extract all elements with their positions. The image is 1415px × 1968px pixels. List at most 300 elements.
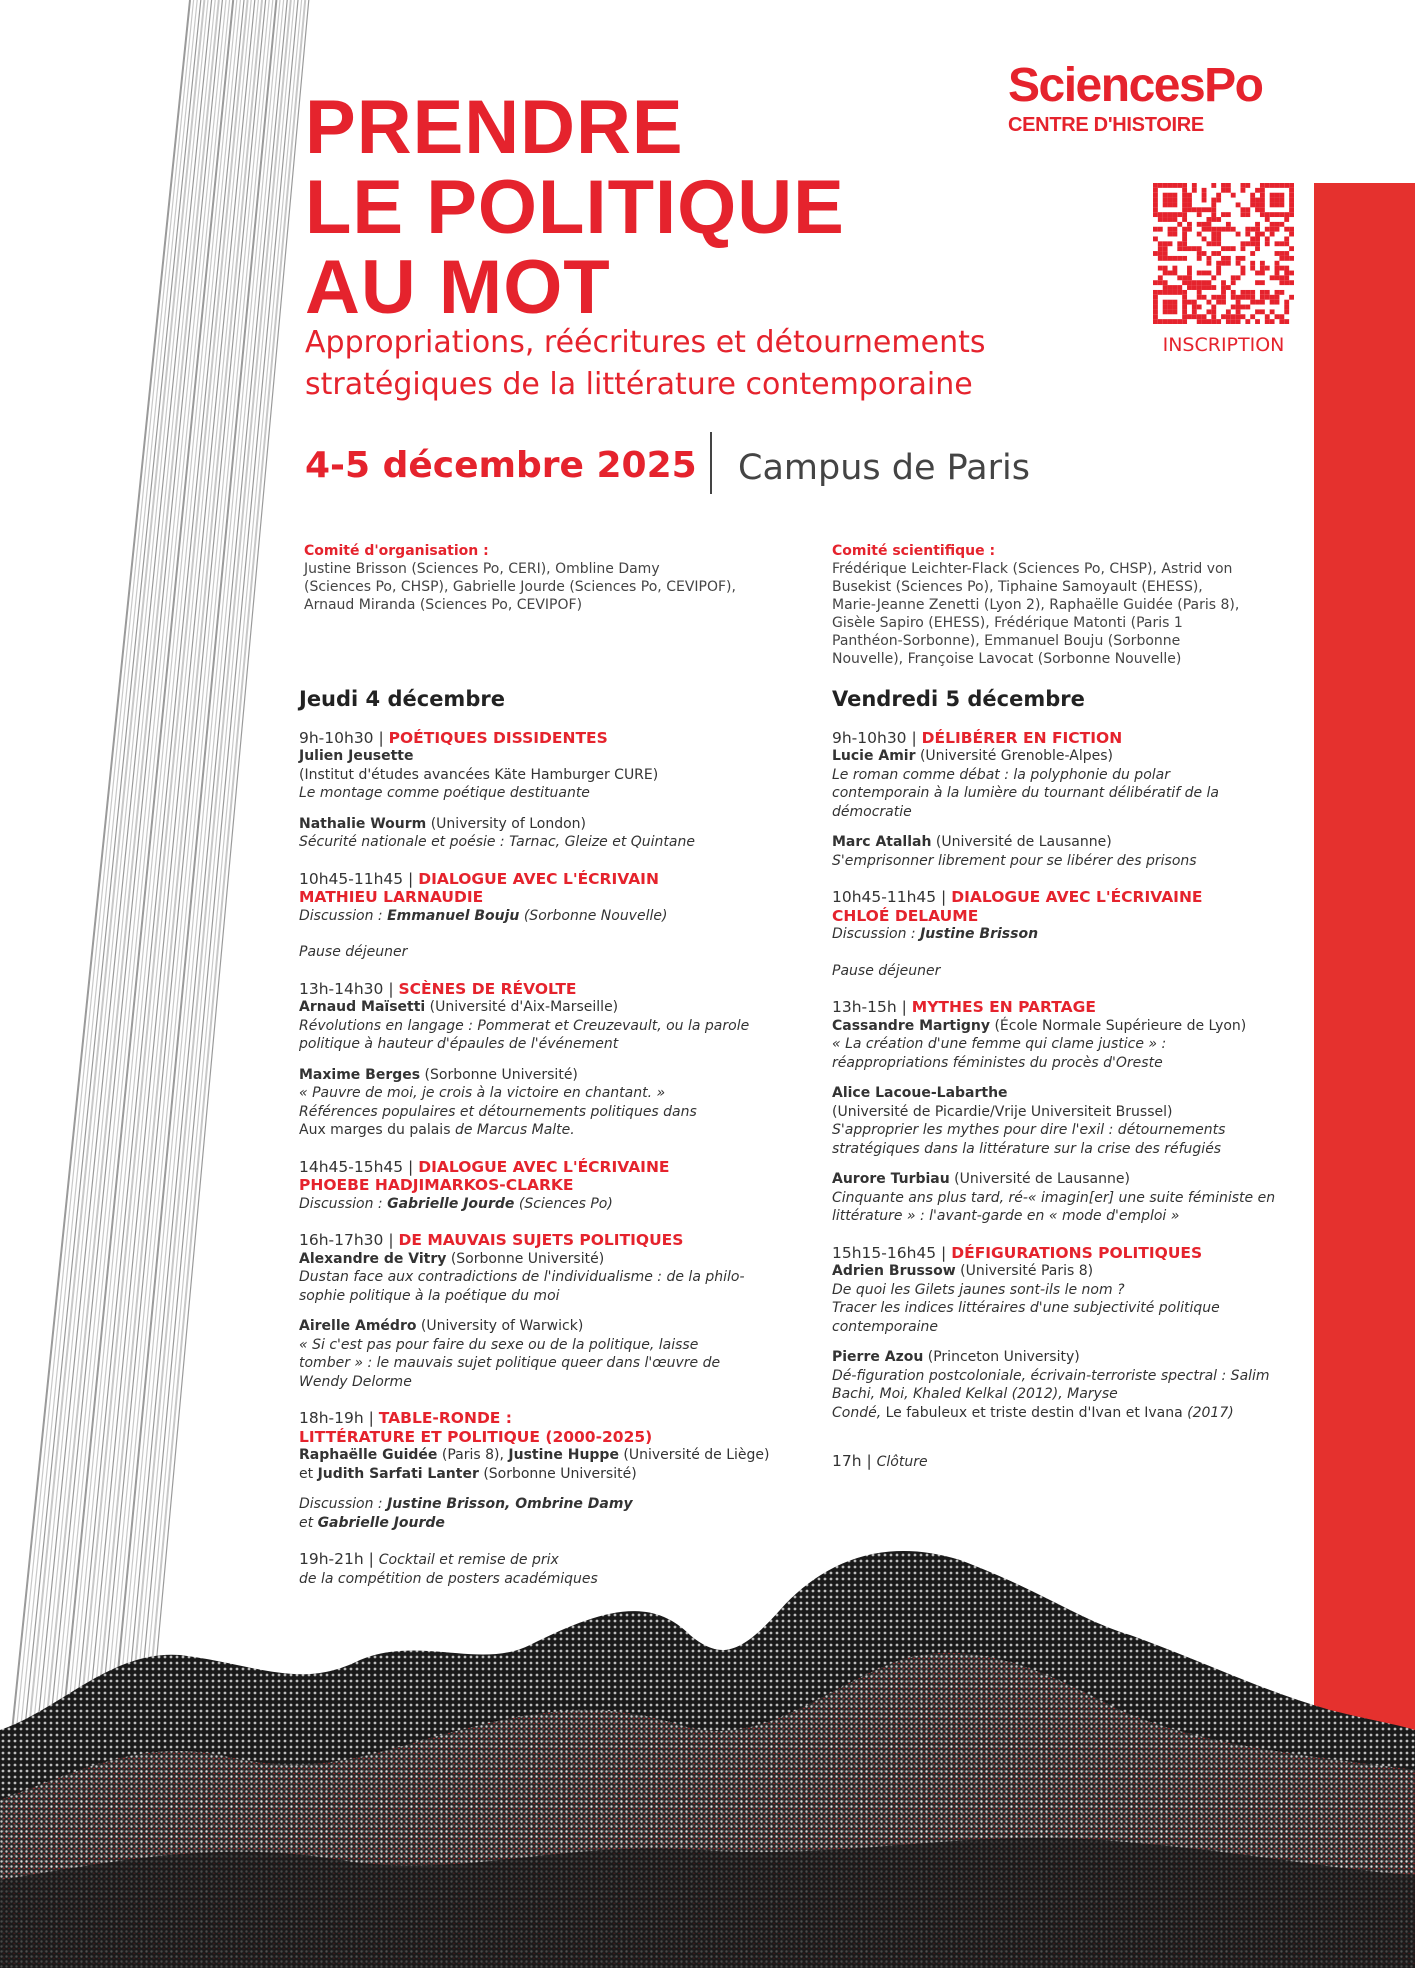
qr-module [1206, 319, 1211, 324]
session-title: DÉFIGURATIONS POLITIQUES [951, 1243, 1203, 1262]
qr-module [1231, 305, 1236, 310]
qr-module [1211, 305, 1216, 310]
qr-module [1265, 241, 1270, 246]
qr-module [1168, 232, 1173, 237]
qr-module [1279, 202, 1284, 207]
qr-module [1289, 256, 1294, 261]
qr-module [1153, 280, 1158, 285]
day2-heading: Vendredi 5 décembre [832, 687, 1085, 711]
session-title-2: LITTÉRATURE ET POLITIQUE (2000-2025) [299, 1427, 653, 1446]
qr-module [1221, 290, 1226, 295]
qr-module [1275, 300, 1280, 305]
qr-module [1187, 198, 1192, 203]
qr-module [1221, 227, 1226, 232]
qr-module [1265, 183, 1270, 188]
qr-module [1206, 241, 1211, 246]
qr-module [1216, 232, 1221, 237]
qr-module [1275, 275, 1280, 280]
qr-module [1284, 280, 1289, 285]
session-time: 13h-15h | [832, 998, 907, 1016]
qr-module [1241, 295, 1246, 300]
qr-module [1158, 183, 1163, 188]
qr-module [1192, 246, 1197, 251]
event-date: 4-5 décembre 2025 [305, 445, 697, 486]
qr-module [1241, 246, 1246, 251]
qr-module [1289, 246, 1294, 251]
decorative-lines [0, 0, 310, 1800]
talk-title: Dé-figuration postcoloniale, écrivain-terroriste spectral : Salim [832, 1367, 1270, 1384]
qr-module [1202, 271, 1207, 276]
qr-module [1241, 212, 1246, 217]
qr-module [1163, 280, 1168, 285]
sci-line: Panthéon-Sorbonne), Emmanuel Bouju (Sorbonne [832, 633, 1181, 649]
qr-module [1197, 295, 1202, 300]
talk-title: Dustan face aux contradictions de l'individualisme : de la philo- [299, 1269, 745, 1285]
qr-module [1163, 256, 1168, 261]
qr-module [1289, 295, 1294, 300]
qr-module [1177, 212, 1182, 217]
speaker-name: Maxime Berges [299, 1066, 421, 1083]
qr-module [1211, 275, 1216, 280]
qr-module [1202, 198, 1207, 203]
qr-module [1265, 236, 1270, 241]
qr-module [1172, 198, 1177, 203]
qr-module [1284, 241, 1289, 246]
speaker-affiliation: (École Normale Supérieure de Lyon) [994, 1017, 1247, 1034]
qr-module [1168, 300, 1173, 305]
qr-module [1275, 251, 1280, 256]
qr-module [1192, 207, 1197, 212]
qr-module [1275, 241, 1280, 246]
decorative-line [86, 0, 259, 1790]
qr-module [1275, 212, 1280, 217]
qr-module [1260, 280, 1265, 285]
speaker-affiliation: (Université de Lausanne) [935, 834, 1112, 850]
qr-module [1255, 319, 1260, 324]
discussant: Gabrielle Jourde [387, 1195, 515, 1212]
speaker-name: Lucie Amir [832, 748, 916, 764]
session [299, 1409, 799, 1532]
qr-module [1158, 212, 1163, 217]
qr-module [1241, 188, 1246, 193]
qr-module [1182, 236, 1187, 241]
qr-module [1168, 217, 1173, 222]
speaker-name: Airelle Amédro [299, 1318, 417, 1334]
talk-title: tomber » : le mauvais sujet politique queer dans l'œuvre de [299, 1355, 721, 1371]
qr-module [1241, 305, 1246, 310]
discussant-affiliation: (Sciences Po) [518, 1195, 613, 1212]
qr-module [1153, 314, 1158, 319]
qr-module [1211, 232, 1216, 237]
speaker-affiliation: (Université de Lausanne) [954, 1171, 1130, 1187]
day1-program [299, 687, 799, 1606]
qr-module [1275, 198, 1280, 203]
qr-module [1241, 241, 1246, 246]
session-time: 16h-17h30 | [299, 1231, 394, 1249]
qr-module [1172, 232, 1177, 237]
speaker-affiliation: (Université Grenoble-Alpes) [919, 748, 1114, 764]
qr-module [1158, 227, 1163, 232]
qr-module [1187, 300, 1192, 305]
qr-module [1182, 183, 1187, 188]
speaker-name: Raphaëlle Guidée [299, 1447, 438, 1463]
qr-module [1236, 202, 1241, 207]
talk-title: Sécurité nationale et poésie : Tarnac, Gleize et Quintane [299, 834, 695, 850]
qr-module [1182, 207, 1187, 212]
qr-module [1153, 188, 1158, 193]
qr-module [1270, 202, 1275, 207]
qr-module [1221, 280, 1226, 285]
qr-module [1163, 319, 1168, 324]
qr-module [1163, 246, 1168, 251]
qr-module [1168, 285, 1173, 290]
discussion-label: Discussion : [299, 907, 383, 924]
qr-module [1206, 300, 1211, 305]
talk-title: stratégiques dans la littérature sur la crise des réfugiés [832, 1140, 1222, 1157]
qr-module [1206, 280, 1211, 285]
qr-module [1231, 227, 1236, 232]
qr-module [1255, 309, 1260, 314]
day1-heading: Jeudi 4 décembre [299, 687, 505, 711]
qr-module [1182, 198, 1187, 203]
session-title: DIALOGUE AVEC L'ÉCRIVAINE [418, 1157, 670, 1176]
talk-title: Aux marges du palais [299, 1122, 451, 1138]
qr-module [1221, 300, 1226, 305]
qr-module [1197, 305, 1202, 310]
qr-module [1197, 212, 1202, 217]
speaker-affiliation: (Université d'Aix-Marseille) [429, 999, 619, 1015]
qr-module [1163, 198, 1168, 203]
speaker-affiliation: (Université de Liège) [623, 1447, 770, 1463]
qr-module [1192, 314, 1197, 319]
qr-module [1284, 300, 1289, 305]
qr-module [1153, 300, 1158, 305]
qr-module [1289, 232, 1294, 237]
decorative-line [82, 0, 255, 1790]
qr-module [1197, 285, 1202, 290]
qr-module [1168, 183, 1173, 188]
qr-module [1265, 227, 1270, 232]
qr-module [1158, 251, 1163, 256]
talk-title: sophie politique à la poétique du moi [299, 1287, 560, 1304]
talk-title: Tracer les indices littéraires d'une subjectivité politique [832, 1300, 1220, 1316]
qr-module [1211, 319, 1216, 324]
day2-program [832, 687, 1312, 1490]
qr-module [1153, 309, 1158, 314]
session-title-2: CHLOÉ DELAUME [832, 906, 979, 925]
qr-module [1216, 251, 1221, 256]
qr-module [1163, 309, 1168, 314]
speaker-affiliation: (Institut d'études avancées Käte Hamburger CURE) [299, 766, 659, 783]
qr-module [1163, 290, 1168, 295]
qr-module [1216, 198, 1221, 203]
qr-module [1197, 280, 1202, 285]
qr-module [1153, 183, 1158, 188]
qr-module [1202, 285, 1207, 290]
qr-module [1250, 261, 1255, 266]
qr-module [1168, 290, 1173, 295]
qr-module [1202, 280, 1207, 285]
qr-module [1187, 193, 1192, 198]
talk-title: contemporaine [832, 1318, 939, 1335]
qr-module [1255, 280, 1260, 285]
speaker-affiliation: (University of London) [430, 815, 586, 832]
org-line: Justine Brisson (Sciences Po, CERI), Ombline Damy [304, 561, 660, 577]
session [299, 1158, 799, 1214]
session-title-2: MATHIEU LARNAUDIE [299, 888, 484, 906]
qr-module [1279, 319, 1284, 324]
qr-module [1182, 256, 1187, 261]
speaker-name: Judith Sarfati Lanter [317, 1465, 479, 1482]
event-text: Cocktail et remise de prix [378, 1552, 559, 1568]
qr-module [1289, 227, 1294, 232]
speaker-affiliation: (Princeton University) [927, 1349, 1080, 1365]
qr-module [1182, 241, 1187, 246]
qr-module [1182, 202, 1187, 207]
qr-module [1177, 290, 1182, 295]
session [299, 1231, 799, 1391]
qr-module [1206, 271, 1211, 276]
qr-module [1265, 314, 1270, 319]
qr-module [1270, 183, 1275, 188]
talk-title: De quoi les Gilets jaunes sont-ils le nom ? [832, 1281, 1125, 1298]
event-place: Campus de Paris [738, 448, 1030, 488]
qr-module [1153, 193, 1158, 198]
qr-module [1163, 241, 1168, 246]
session-time: 17h | [832, 1452, 872, 1470]
qr-module [1245, 241, 1250, 246]
qr-module [1216, 319, 1221, 324]
qr-module [1255, 202, 1260, 207]
qr-module [1177, 275, 1182, 280]
qr-module [1265, 319, 1270, 324]
talk-title: « Pauvre de moi, je crois à la victoire en chantant. » [299, 1085, 666, 1101]
qr-module [1279, 266, 1284, 271]
qr-module [1216, 217, 1221, 222]
qr-module [1265, 266, 1270, 271]
qr-module [1236, 305, 1241, 310]
session [299, 1550, 799, 1588]
qr-module [1163, 305, 1168, 310]
talk-title: réappropriations féministes du procès d'Oreste [832, 1054, 1163, 1071]
qr-module [1158, 256, 1163, 261]
qr-module [1279, 222, 1284, 227]
session-title-2: PHOEBE HADJIMARKOS-CLARKE [299, 1176, 574, 1194]
qr-module [1236, 275, 1241, 280]
qr-module [1153, 236, 1158, 241]
qr-module [1255, 188, 1260, 193]
qr-module [1216, 241, 1221, 246]
speaker-affiliation: (Sorbonne Université) [450, 1250, 605, 1267]
qr-module [1284, 212, 1289, 217]
qr-module [1255, 227, 1260, 232]
qr-module [1231, 319, 1236, 324]
qr-module [1250, 300, 1255, 305]
qr-module [1172, 202, 1177, 207]
decorative-line [19, 0, 201, 1790]
qr-module [1279, 198, 1284, 203]
qr-module [1270, 227, 1275, 232]
session [832, 1452, 1312, 1472]
qr-module [1172, 305, 1177, 310]
qr-module [1172, 193, 1177, 198]
qr-module [1192, 183, 1197, 188]
qr-module [1163, 193, 1168, 198]
qr-module [1182, 309, 1187, 314]
qr-module [1197, 271, 1202, 276]
qr-module [1275, 261, 1280, 266]
qr-module [1158, 217, 1163, 222]
qr-module [1197, 246, 1202, 251]
qr-module [1182, 275, 1187, 280]
date-separator [710, 432, 712, 494]
session-time: 15h15-16h45 | [832, 1243, 947, 1262]
sciencespo-logo[interactable] [1008, 59, 1263, 137]
event-text: de la compétition de posters académiques [299, 1570, 598, 1587]
qr-module [1197, 256, 1202, 261]
qr-module [1177, 319, 1182, 324]
qr-module [1250, 314, 1255, 319]
session-time: 13h-14h30 | [299, 979, 394, 998]
qr-module [1206, 222, 1211, 227]
org-line: Arnaud Miranda (Sciences Po, CEVIPOF) [304, 597, 583, 613]
qr-module [1211, 227, 1216, 232]
talk-title: Le fabuleux et triste destin d'Ivan et Ivana [885, 1404, 1183, 1421]
qr-module [1172, 319, 1177, 324]
qr-module [1245, 183, 1250, 188]
qr-module [1236, 232, 1241, 237]
decorative-line [73, 0, 247, 1790]
qr-module [1250, 241, 1255, 246]
qr-module [1241, 207, 1246, 212]
qr-module [1260, 183, 1265, 188]
qr-module [1168, 193, 1173, 198]
qr-module [1168, 271, 1173, 276]
qr-module [1168, 227, 1173, 232]
qr-module [1245, 227, 1250, 232]
qr-module [1221, 246, 1226, 251]
qr-module [1182, 300, 1187, 305]
qr-module [1226, 261, 1231, 266]
qr-module [1231, 246, 1236, 251]
qr-module [1211, 207, 1216, 212]
qr-module [1275, 193, 1280, 198]
session [299, 870, 799, 926]
title-line-2: LE POLITIQUE [305, 165, 845, 250]
title-line-1: PRENDRE [305, 85, 684, 170]
qr-module [1192, 280, 1197, 285]
qr-module [1275, 314, 1280, 319]
qr-module [1172, 300, 1177, 305]
qr-module [1202, 314, 1207, 319]
qr-module [1197, 290, 1202, 295]
qr-module [1279, 212, 1284, 217]
qr-module [1202, 236, 1207, 241]
session-time: 10h45-11h45 | [832, 888, 947, 906]
qr-module [1153, 198, 1158, 203]
qr-module [1168, 241, 1173, 246]
qr-module [1270, 198, 1275, 203]
sci-line: Frédérique Leichter-Flack (Sciences Po, CHSP), Astrid von [832, 561, 1233, 577]
qr-module [1206, 227, 1211, 232]
qr-module [1226, 256, 1231, 261]
qr-module [1279, 241, 1284, 246]
qr-module [1163, 271, 1168, 276]
qr-module [1182, 295, 1187, 300]
qr-module [1241, 271, 1246, 276]
speaker-affiliation: (Sorbonne Université) [424, 1066, 578, 1083]
qr-module [1182, 227, 1187, 232]
speaker-affiliation: (Université de Picardie/Vrije Universiteit Brussel) [832, 1103, 1173, 1120]
qr-module [1187, 246, 1192, 251]
qr-module [1289, 212, 1294, 217]
qr-module [1284, 275, 1289, 280]
qr-module [1206, 207, 1211, 212]
qr-module [1275, 271, 1280, 276]
talk-title: S'approprier les mythes pour dire l'exil : détournements [832, 1122, 1226, 1138]
qr-module [1216, 271, 1221, 276]
qr-module [1260, 309, 1265, 314]
qr-module [1289, 207, 1294, 212]
qr-module [1206, 285, 1211, 290]
qr-module [1226, 188, 1231, 193]
decorative-line [27, 0, 208, 1790]
sci-line: Busekist (Sciences Po), Tiphaine Samoyault (EHESS), [832, 579, 1203, 595]
qr-module [1226, 246, 1231, 251]
qr-module [1202, 295, 1207, 300]
qr-module [1192, 309, 1197, 314]
qr-module [1236, 319, 1241, 324]
qr-module [1241, 314, 1246, 319]
qr-module [1211, 198, 1216, 203]
qr-module [1211, 212, 1216, 217]
qr-module [1216, 227, 1221, 232]
qr-module [1182, 246, 1187, 251]
qr-module [1168, 319, 1173, 324]
qr-module [1177, 183, 1182, 188]
org-line: (Sciences Po, CHSP), Gabrielle Jourde (Sciences Po, CEVIPOF), [304, 579, 736, 595]
session-time: 10h45-11h45 | [299, 869, 414, 888]
qr-module [1216, 266, 1221, 271]
inscription-label[interactable]: INSCRIPTION [1162, 334, 1285, 356]
session-title: MYTHES EN PARTAGE [911, 998, 1096, 1016]
talk-title: (2017) [1187, 1404, 1234, 1421]
qr-module [1163, 183, 1168, 188]
qr-module [1192, 305, 1197, 310]
qr-module [1163, 212, 1168, 217]
qr-module [1255, 271, 1260, 276]
conjunction: et [299, 1465, 314, 1482]
qr-module [1241, 266, 1246, 271]
qr-module [1255, 246, 1260, 251]
qr-module [1250, 193, 1255, 198]
qr-module [1202, 207, 1207, 212]
discussant: Justine Brisson [920, 926, 1039, 942]
qr-module [1216, 193, 1221, 198]
qr-code-icon[interactable] [1153, 183, 1294, 324]
discussion-label: Discussion : [299, 1195, 383, 1212]
qr-module [1270, 309, 1275, 314]
qr-module [1279, 290, 1284, 295]
qr-module [1158, 241, 1163, 246]
qr-module [1226, 314, 1231, 319]
talk-title: « La création d'une femme qui clame justice » : [832, 1036, 1167, 1052]
qr-module [1187, 314, 1192, 319]
talk-title: Cinquante ans plus tard, ré-« imagin[er] une suite féministe en [832, 1189, 1276, 1206]
session-title: DE MAUVAIS SUJETS POLITIQUES [398, 1231, 684, 1249]
qr-module [1211, 309, 1216, 314]
qr-module [1255, 222, 1260, 227]
